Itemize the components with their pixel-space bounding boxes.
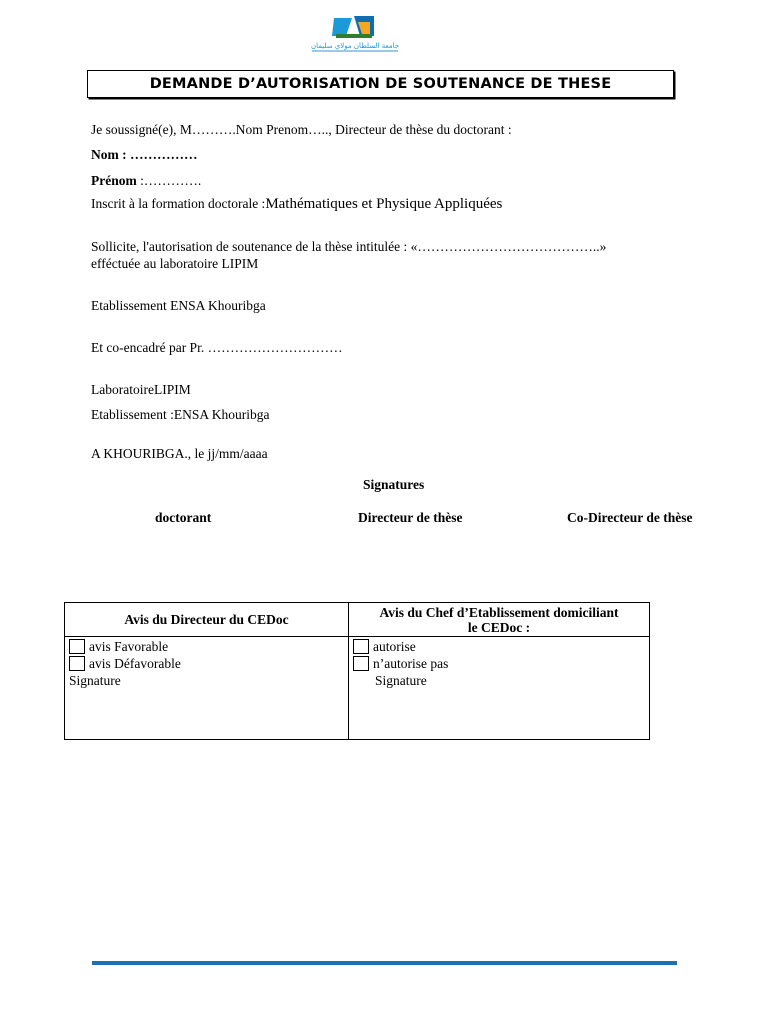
signature-directeur: Directeur de thèse: [358, 510, 463, 525]
university-logo: [298, 12, 412, 54]
nom-value: ……………: [126, 147, 198, 162]
formation-label: Inscrit à la formation doctorale :: [91, 196, 266, 211]
etablissement2-line: Etablissement :ENSA Khouribga: [91, 407, 270, 422]
laboratoire-line: efféctuée au laboratoire LIPIM: [91, 256, 259, 271]
etablissement-line: Etablissement ENSA Khouribga: [91, 298, 266, 313]
intro-text: Je soussigné(e), M……….Nom Prenom….., Directeur de thèse du doctorant :: [91, 122, 512, 137]
nom-label: Nom :: [91, 147, 127, 162]
prenom-line: [91, 173, 201, 189]
autorise-checkbox[interactable]: [353, 639, 369, 654]
document-title: DEMANDE D’AUTORISATION DE SOUTENANCE DE THESE: [87, 70, 674, 98]
prenom-label: Prénom: [91, 173, 137, 188]
footer-rule: [92, 961, 677, 965]
table-header-cedoc: Avis du Directeur du CEDoc: [65, 603, 349, 637]
cedoc-signature-label: Signature: [69, 673, 121, 688]
favorable-label: avis Favorable: [89, 639, 169, 654]
defavorable-checkbox[interactable]: [69, 656, 85, 671]
cedoc-avis-cell: [65, 637, 349, 740]
logo-text: جامعة السلطان مولاي سليمان: [310, 42, 400, 50]
table-header-etablissement: Avis du Chef d’Etablissement domiciliant le CEDoc :: [349, 603, 650, 637]
date-line: A KHOURIBGA., le jj/mm/aaaa: [91, 446, 268, 461]
defavorable-label: avis Défavorable: [89, 656, 181, 671]
etablissement-signature-label: Signature: [375, 673, 427, 688]
formation-value: Mathématiques et Physique Appliquées: [265, 196, 503, 212]
signature-doctorant: doctorant: [155, 510, 212, 525]
etablissement-avis-cell: [349, 637, 650, 740]
avis-table: [64, 602, 650, 740]
signatures-title: Signatures: [363, 477, 425, 492]
formation-line: [91, 196, 502, 213]
favorable-checkbox[interactable]: [69, 639, 85, 654]
non-autorise-label: n’autorise pas: [373, 656, 449, 671]
signature-codirecteur: Co-Directeur de thèse: [567, 510, 693, 525]
coencadre-line: Et co-encadré par Pr. …………………………: [91, 340, 343, 355]
nom-line: [91, 147, 198, 163]
autorise-label: autorise: [373, 639, 416, 654]
non-autorise-checkbox[interactable]: [353, 656, 369, 671]
sollicite-text: Sollicite, l'autorisation de soutenance de la thèse intitulée : «…………………………………..»: [91, 239, 607, 254]
prenom-value: :………….: [136, 173, 202, 188]
laboratoire2-line: LaboratoireLIPIM: [91, 382, 191, 397]
